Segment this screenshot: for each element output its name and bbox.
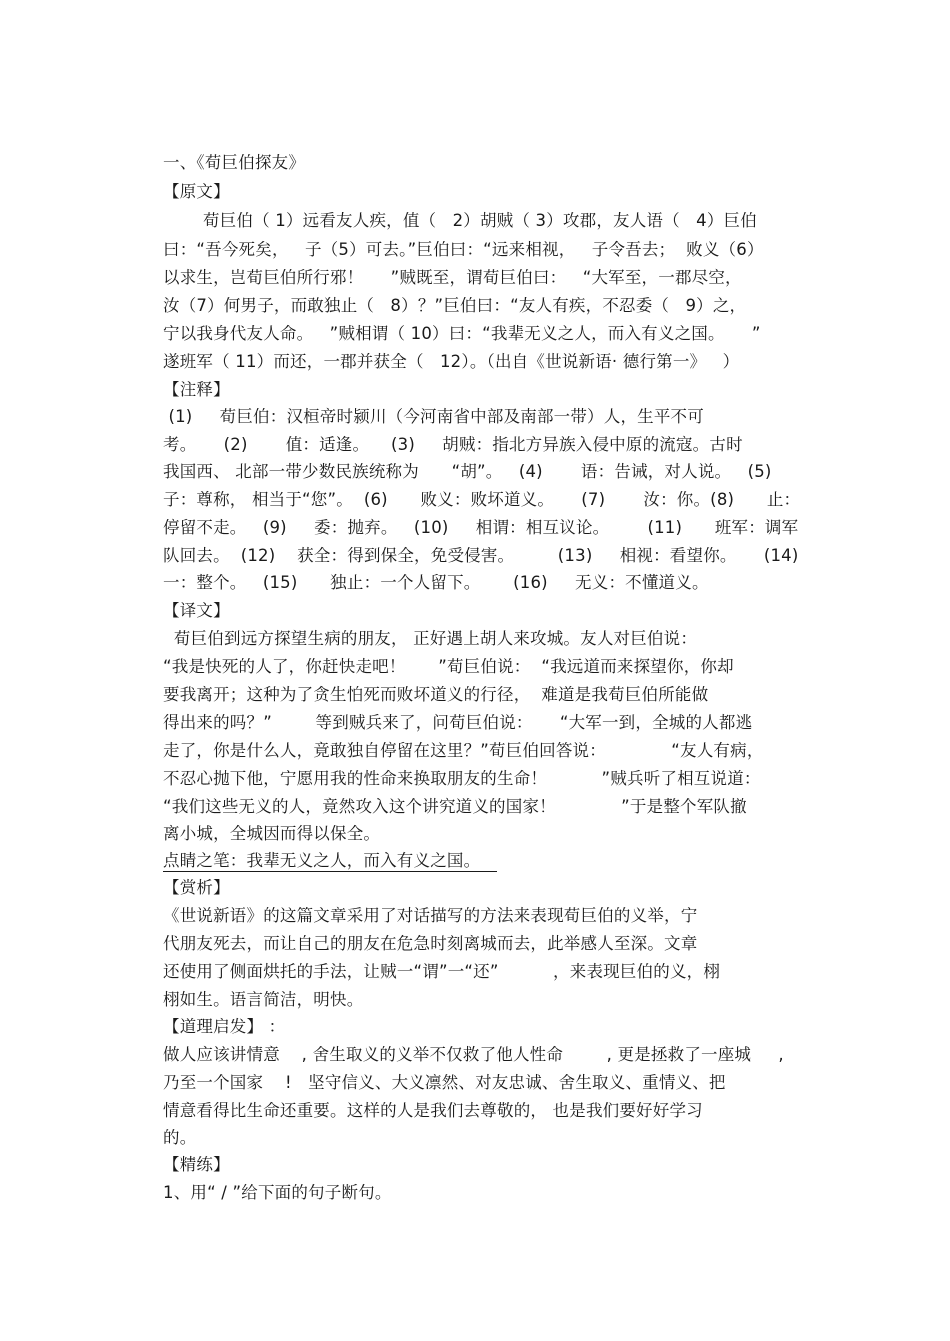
yiwen-line: 走了，你是什么人，竟敢独自停留在这里？”荀巨伯回答说： “友人有病， <box>163 741 764 760</box>
yiwen-line: 要我离开；这种为了贪生怕死而败坏道义的行径， 难道是我荀巨伯所能做 <box>163 685 709 704</box>
shangxi-line: 代朋友死去，而让自己的朋友在危急时刻离城而去，此举感人至深。文章 <box>163 934 698 953</box>
zhushi-line: 一：整个。 (15) 独止：一个人留下。 (16) 无义：不懂道义。 <box>163 573 709 592</box>
zhushi-line: 考。 (2) 值：适逢。 (3) 胡贼：指北方异族入侵中原的流寇。古时 <box>163 435 743 454</box>
dianjing-highlight: 点睛之笔：我辈无义之人，而入有义之国。 <box>163 851 497 870</box>
yuanwen-line: 遂班军（ 11）而还，一郡并获全（ 12）。（出自《世说新语· 德行第一》 ） <box>163 352 740 371</box>
zhushi-heading: 【注释】 <box>163 380 230 399</box>
zhushi-line: 停留不走。 (9) 委：抛弃。 (10) 相谓：相互议论。 (11) 班军：调军 <box>163 518 799 537</box>
shangxi-line: 还使用了侧面烘托的手法，让贼一“谓”一“还” ，来表现巨伯的义，栩 <box>163 962 721 981</box>
jinglian-heading: 【精练】 <box>163 1155 230 1174</box>
yuanwen-line: 汝（7）何男子，而敢独止（ 8）？”巨伯曰：“友人有疾，不忍委（ 9）之， <box>163 296 747 315</box>
daoli-line: 乃至一个国家 ! 坚守信义、大义凛然、对友忠诚、舍生取义、重情义、把 <box>163 1073 726 1092</box>
daoli-line: 做人应该讲情意 , 舍生取义的义举不仅救了他人性命 , 更是拯救了一座城 , <box>163 1045 784 1064</box>
yuanwen-line: 曰：“吾今死矣， 子（5）可去。”巨伯曰：“远来相视， 子令吾去； 败义（6） <box>163 240 764 259</box>
yiwen-line: “我们这些无义的人，竟然攻入这个讲究道义的国家！ ”于是整个军队撤 <box>163 797 747 816</box>
yuanwen-line: 宁以我身代友人命。 ”贼相谓（ 10）曰：“我辈无义之人，而入有义之国。 ” <box>163 324 761 343</box>
shangxi-heading: 【赏析】 <box>163 878 230 897</box>
yiwen-line: 离小城，全城因而得以保全。 <box>163 824 381 843</box>
yiwen-heading: 【译文】 <box>163 601 230 620</box>
daoli-line: 的。 <box>163 1128 197 1147</box>
document-title: 一、《荀巨伯探友》 <box>163 153 306 172</box>
yiwen-line: 荀巨伯到远方探望生病的朋友， 正好遇上胡人来攻城。友人对巨伯说： <box>163 629 698 648</box>
yuanwen-line: 荀巨伯（ 1）远看友人疾，值（ 2）胡贼（ 3）攻郡，友人语（ 4）巨伯 <box>203 211 757 230</box>
jinglian-question-1: 1、用“ / ”给下面的句子断句。 <box>163 1183 392 1202</box>
zhushi-line: 子：尊称， 相当于“您”。 (6) 败义：败坏道义。 (7) 汝：你。(8) 止： <box>163 490 801 509</box>
shangxi-line: 《世说新语》的这篇文章采用了对话描写的方法来表现荀巨伯的义举，宁 <box>163 906 698 925</box>
yiwen-line: 得出来的吗？” 等到贼兵来了，问荀巨伯说： “大军一到，全城的人都逃 <box>163 713 753 732</box>
yuanwen-line: 以求生，岂荀巨伯所行邪！ ”贼既至，谓荀巨伯曰： “大军至，一郡尽空， <box>163 268 742 287</box>
zhushi-line: (1) 荀巨伯：汉桓帝时颍川（今河南省中部及南部一带）人，生平不可 <box>163 407 704 426</box>
yiwen-line: “我是快死的人了，你赶快走吧！ ”荀巨伯说： “我远道而来探望你，你却 <box>163 657 734 676</box>
daoli-heading: 【道理启发】 ： <box>163 1017 286 1036</box>
zhushi-line: 队回去。 (12) 获全：得到保全，免受侵害。 (13) 相视：看望你。 (14) <box>163 546 799 565</box>
zhushi-line: 我国西、 北部一带少数民族统称为 “胡”。 (4) 语：告诫，对人说。 (5) <box>163 462 772 481</box>
shangxi-line: 栩如生。语言简洁，明快。 <box>163 990 364 1009</box>
daoli-line: 情意看得比生命还重要。这样的人是我们去尊敬的， 也是我们要好好学习 <box>163 1101 703 1120</box>
yiwen-line: 不忍心抛下他，宁愿用我的性命来换取朋友的生命！ ”贼兵听了相互说道： <box>163 769 761 788</box>
yuanwen-heading: 【原文】 <box>163 182 230 201</box>
